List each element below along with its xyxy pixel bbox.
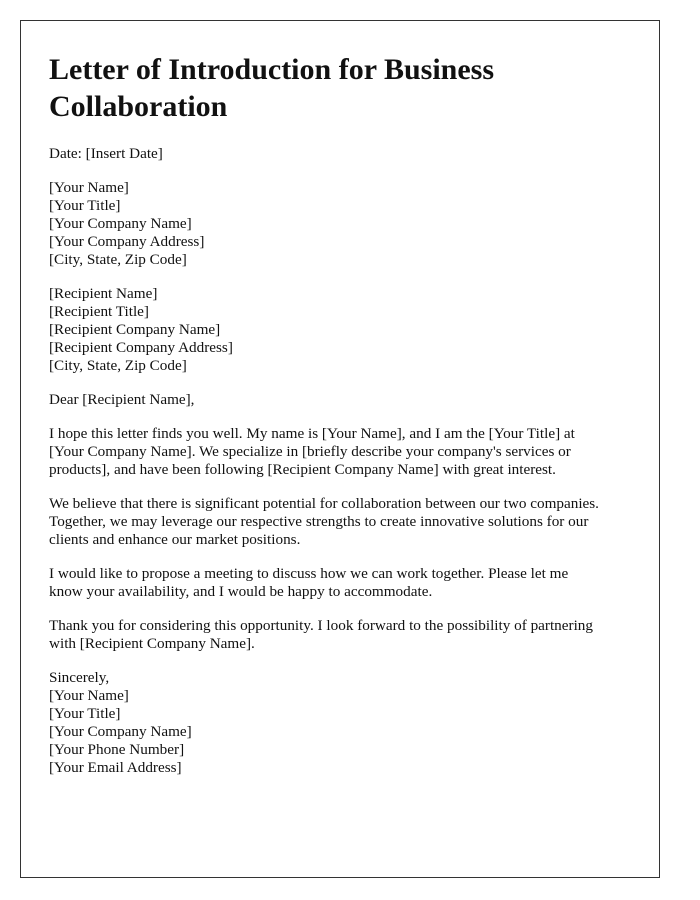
closing-word: Sincerely, bbox=[49, 669, 110, 686]
paragraph-line: I would like to propose a meeting to discuss how we can work together. Please let me bbox=[49, 565, 569, 582]
paragraph-line: products], and have been following [Recipient Company Name] with great interest. bbox=[49, 461, 556, 478]
recipient-title: [Recipient Title] bbox=[49, 303, 149, 320]
signer-name: [Your Name] bbox=[49, 687, 129, 704]
salutation-text: Dear [Recipient Name], bbox=[49, 391, 195, 408]
closing-signature-block bbox=[49, 669, 631, 777]
date-line bbox=[49, 145, 631, 163]
date-text: Date: [Insert Date] bbox=[49, 145, 163, 162]
paragraph-line: know your availability, and I would be happy to accommodate. bbox=[49, 583, 433, 600]
letter-page bbox=[20, 20, 660, 878]
paragraph-line: Thank you for considering this opportunity. I look forward to the possibility of partnering bbox=[49, 617, 593, 634]
body-paragraph-3 bbox=[49, 565, 631, 601]
letter-title: Letter of Introduction for Business Collaboration bbox=[49, 53, 495, 123]
signer-phone: [Your Phone Number] bbox=[49, 741, 185, 758]
paragraph-line: clients and enhance our market positions. bbox=[49, 531, 301, 548]
paragraph-line: with [Recipient Company Name]. bbox=[49, 635, 255, 652]
paragraph-line: [Your Company Name]. We specialize in [briefly describe your company's services or bbox=[49, 443, 571, 460]
recipient-name: [Recipient Name] bbox=[49, 285, 158, 302]
sender-company: [Your Company Name] bbox=[49, 215, 192, 232]
body-paragraph-1 bbox=[49, 425, 631, 479]
sender-city-state-zip: [City, State, Zip Code] bbox=[49, 251, 187, 268]
sender-address: [Your Company Address] bbox=[49, 233, 205, 250]
sender-address-block bbox=[49, 179, 631, 269]
recipient-address-block bbox=[49, 285, 631, 375]
recipient-company: [Recipient Company Name] bbox=[49, 321, 221, 338]
paragraph-line: We believe that there is significant potential for collaboration between our two companies. bbox=[49, 495, 599, 512]
signer-email: [Your Email Address] bbox=[49, 759, 182, 776]
salutation bbox=[49, 391, 631, 409]
body-paragraph-2 bbox=[49, 495, 631, 549]
paragraph-line: Together, we may leverage our respective strengths to create innovative solutions for our bbox=[49, 513, 589, 530]
sender-name: [Your Name] bbox=[49, 179, 129, 196]
signer-company: [Your Company Name] bbox=[49, 723, 192, 740]
recipient-address: [Recipient Company Address] bbox=[49, 339, 233, 356]
body-paragraph-4 bbox=[49, 617, 631, 653]
sender-title: [Your Title] bbox=[49, 197, 121, 214]
recipient-city-state-zip: [City, State, Zip Code] bbox=[49, 357, 187, 374]
paragraph-line: I hope this letter finds you well. My name is [Your Name], and I am the [Your Title] at bbox=[49, 425, 575, 442]
signer-title: [Your Title] bbox=[49, 705, 121, 722]
